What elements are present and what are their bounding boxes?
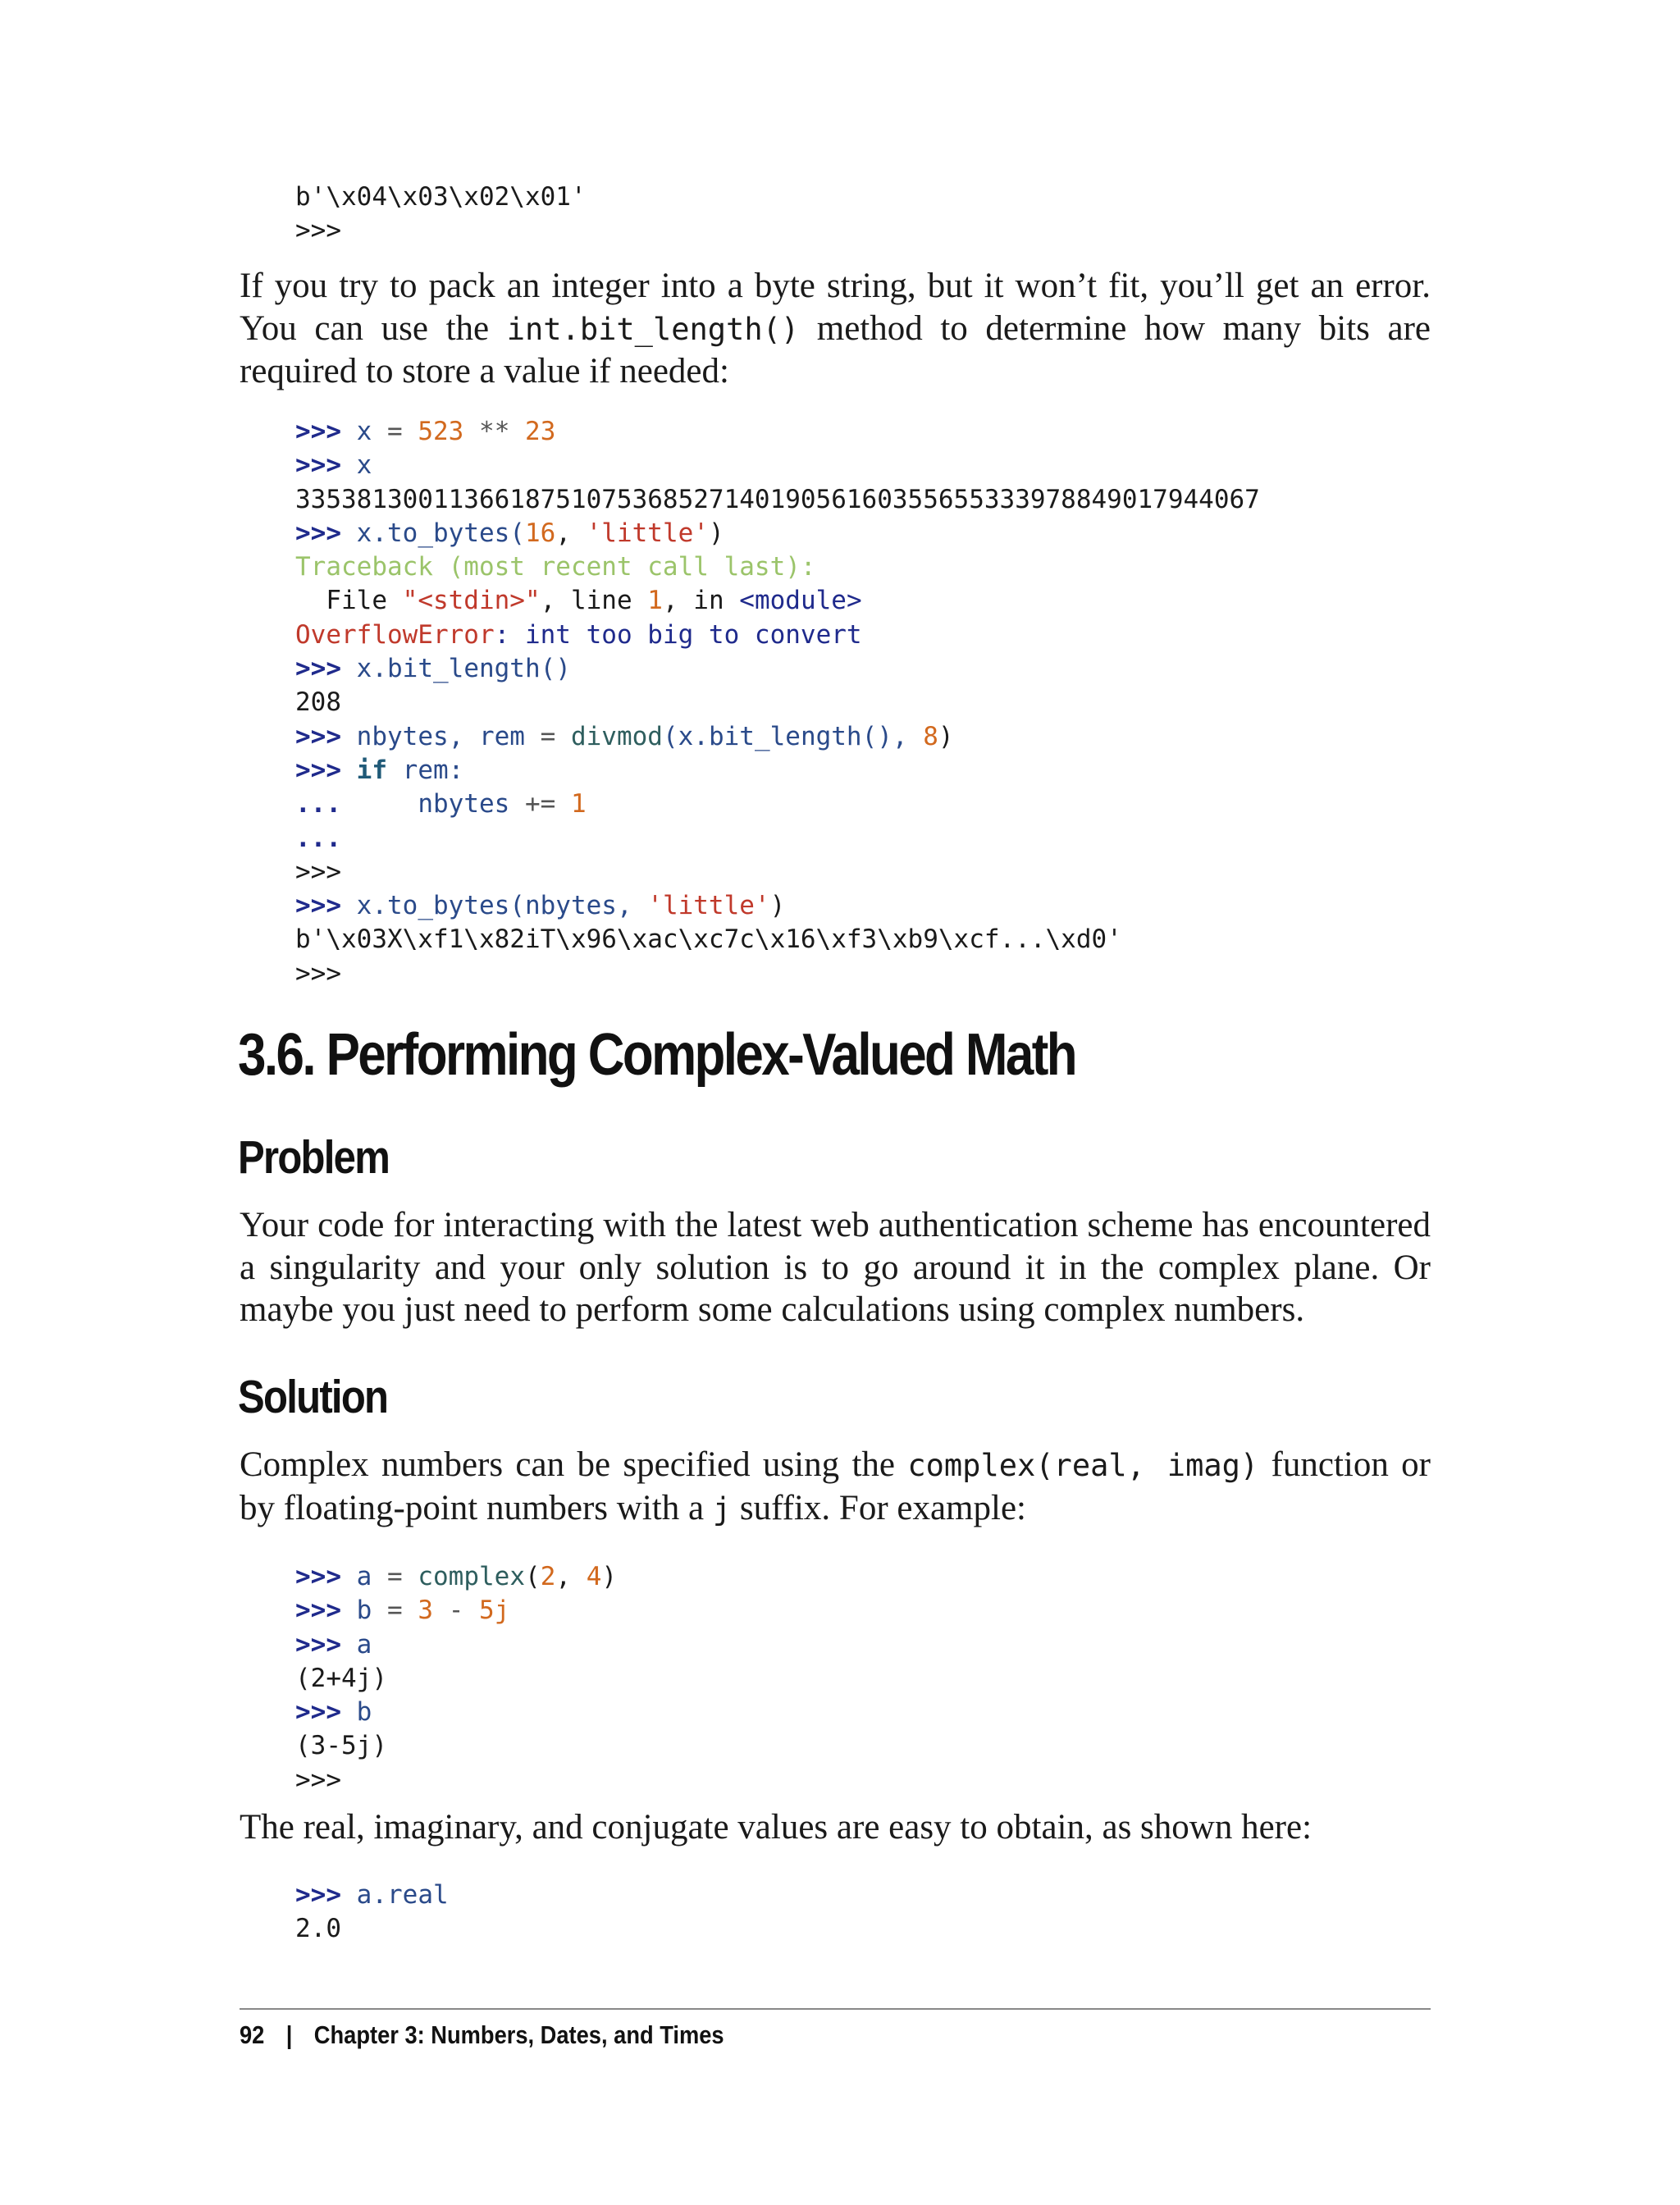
solution-paragraph: Complex numbers can be specified using the complex(real, imag) function or by floating-point numbers with a j suffix. For example: xyxy=(240,1445,1431,1527)
code-block-bytes-output xyxy=(295,180,587,249)
code-line: >>> a.real xyxy=(295,1880,449,1910)
code-line: ... nbytes += 1 xyxy=(295,789,587,819)
code-line: >>> a = complex(2, 4) xyxy=(295,1562,618,1591)
code-line: >>> xyxy=(295,958,341,988)
section-title: 3.6. Performing Complex-Valued Math xyxy=(238,1022,1076,1088)
code-line: OverflowError: int too big to convert xyxy=(295,619,862,650)
code-block-bit-length xyxy=(295,415,1260,991)
code-line: 335381300113661875107536852714019056160355655333978849017944067 xyxy=(295,484,1260,514)
code-line: >>> x.bit_length() xyxy=(295,654,571,684)
paragraph-real-imag: The real, imaginary, and conjugate values are easy to obtain, as shown here: xyxy=(240,1808,1312,1847)
page-footer xyxy=(240,2020,724,2050)
code-block-real xyxy=(295,1879,449,1947)
code-line: ... xyxy=(295,823,341,853)
code-line: >>> nbytes, rem = divmod(x.bit_length(), 8) xyxy=(295,721,954,751)
code-line: >>> if rem: xyxy=(295,755,464,785)
code-line: (3-5j) xyxy=(295,1731,387,1761)
code-line: >>> xyxy=(295,856,341,887)
chapter-title: Chapter 3: Numbers, Dates, and Times xyxy=(313,2020,724,2049)
code-line: >>> xyxy=(295,1764,341,1795)
code-line: >>> x.to_bytes(nbytes, 'little') xyxy=(295,891,786,921)
footer-separator: | xyxy=(285,2020,293,2049)
inline-code: int.bit_length() xyxy=(506,311,800,347)
inline-code: complex(real, imag) xyxy=(907,1448,1259,1483)
problem-paragraph: Your code for interacting with the latest web authentication scheme has encountered a singularity and your only solution is to go around it in the complex plane. Or maybe you just need to perform some calculations using complex numbers. xyxy=(240,1206,1431,1329)
code-line: >>> x = 523 ** 23 xyxy=(295,417,556,446)
code-line: b'\x03X\xf1\x82iT\x96\xac\xc7c\x16\xf3\xb9\xcf...\xd0' xyxy=(295,924,1122,955)
page-number: 92 xyxy=(240,2020,265,2049)
code-block-complex xyxy=(295,1560,617,1797)
code-line: >>> x.to_bytes(16, 'little') xyxy=(295,518,724,548)
code-line: b'\x04\x03\x02\x01' xyxy=(295,182,587,212)
paragraph-bit-length: If you try to pack an integer into a byte string, but it won’t fit, you’ll get an error. You can use the int.bit_length() method to determine how many bits are required to store a value if needed: xyxy=(240,267,1431,390)
code-line: >>> x xyxy=(295,450,372,481)
footer-divider xyxy=(240,2008,1431,2010)
inline-code: j xyxy=(712,1491,732,1527)
code-line: Traceback (most recent call last): xyxy=(295,552,816,582)
code-line: >>> b xyxy=(295,1697,372,1728)
solution-heading: Solution xyxy=(238,1371,388,1423)
code-line: 2.0 xyxy=(295,1914,341,1944)
problem-heading: Problem xyxy=(238,1131,390,1184)
code-line: >>> b = 3 - 5j xyxy=(295,1596,510,1626)
code-line: >>> a xyxy=(295,1629,372,1659)
code-line: >>> xyxy=(295,216,341,246)
code-line: (2+4j) xyxy=(295,1663,387,1693)
code-line: File "<stdin>", line 1, in <module> xyxy=(295,586,862,616)
code-line: 208 xyxy=(295,687,341,718)
